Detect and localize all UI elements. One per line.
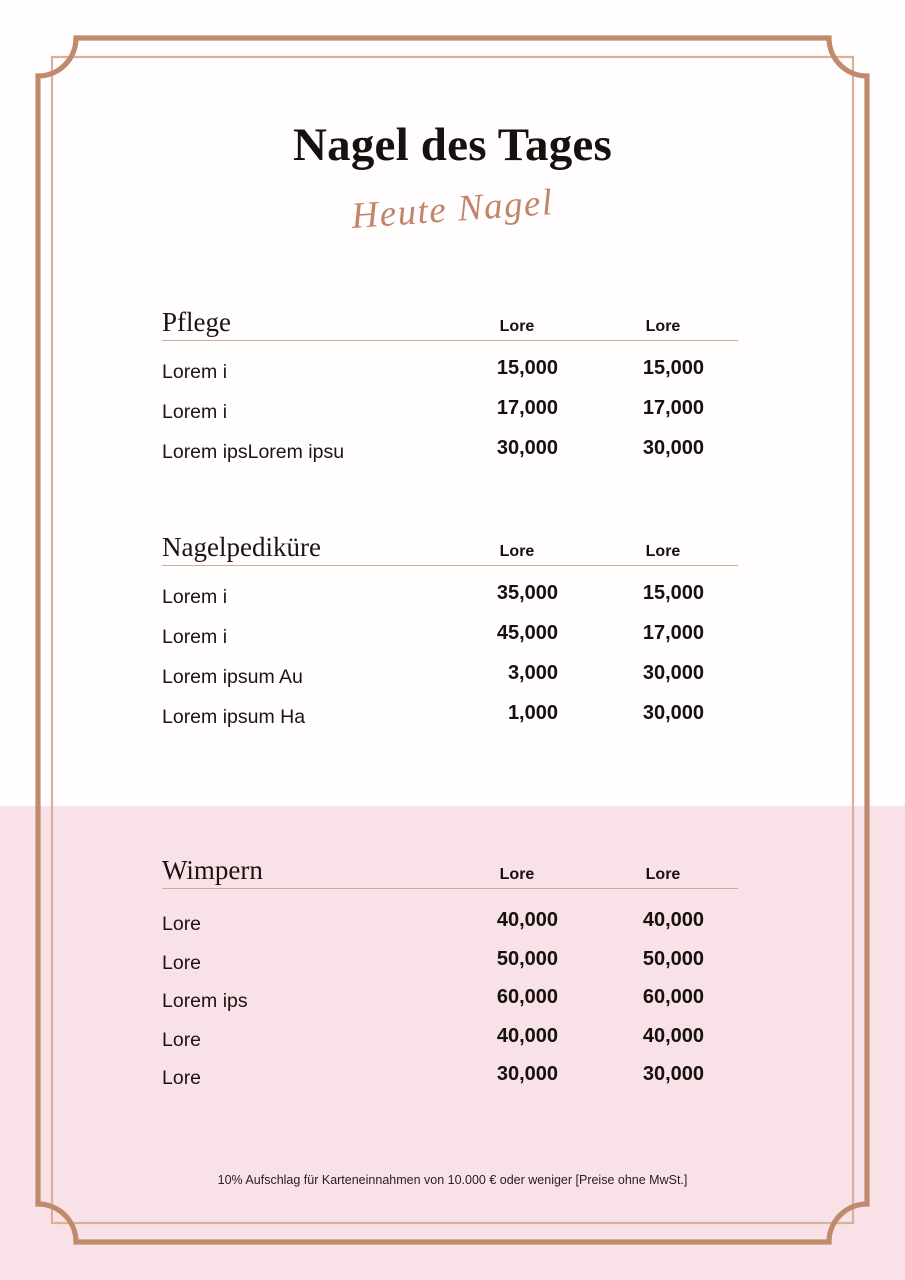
item-price-2: 30,000 [642, 702, 704, 724]
item-name: Lorem ipsum Au [162, 666, 303, 688]
item-price-2: 17,000 [642, 397, 704, 419]
item-price-1: 50,000 [496, 947, 558, 970]
item-price-1: 40,000 [496, 909, 558, 931]
item-price-1: 60,000 [496, 986, 558, 1008]
table-row [162, 620, 738, 660]
table-row [162, 580, 738, 620]
section-pflege [162, 296, 738, 475]
table-row [162, 1061, 738, 1100]
item-price-1: 30,000 [496, 1063, 558, 1085]
item-name: Lorem i [162, 626, 228, 648]
item-price-1: 17,000 [496, 397, 558, 419]
item-price-2: 15,000 [642, 582, 704, 604]
item-name: Lore [162, 1067, 202, 1089]
column-header-1: Lore [499, 866, 535, 883]
table-row [162, 660, 738, 700]
item-price-2: 40,000 [642, 1024, 704, 1047]
item-name: Lore [162, 913, 202, 935]
section-title: Wimpern [162, 855, 263, 885]
item-price-2: 17,000 [642, 622, 704, 644]
section-title: Pflege [162, 307, 231, 337]
item-price-1: 40,000 [496, 1024, 558, 1047]
item-price-2: 40,000 [642, 909, 704, 931]
item-name: Lorem i [162, 586, 228, 608]
section-nagelpedikuere [162, 521, 738, 740]
item-price-1: 30,000 [496, 437, 558, 459]
item-price-1: 3,000 [507, 662, 558, 684]
column-header-2: Lore [645, 543, 681, 560]
column-header-1: Lore [499, 543, 535, 560]
item-name: Lorem i [162, 361, 228, 383]
column-header-1: Lore [499, 318, 535, 335]
item-name: Lorem ipsum Ha [162, 706, 306, 728]
table-row [162, 395, 738, 435]
price-rows [162, 907, 738, 1100]
section-divider [162, 565, 738, 566]
item-name: Lorem i [162, 401, 228, 423]
price-rows [162, 580, 738, 740]
item-price-2: 30,000 [642, 437, 704, 459]
section-header [162, 521, 738, 565]
column-header-2: Lore [645, 866, 681, 883]
price-rows [162, 355, 738, 475]
item-price-1: 15,000 [496, 357, 558, 379]
item-price-2: 30,000 [642, 662, 704, 684]
table-row [162, 700, 738, 740]
section-title: Nagelpediküre [162, 532, 321, 562]
column-header-2: Lore [645, 318, 681, 335]
section-divider [162, 340, 738, 341]
item-price-2: 15,000 [642, 357, 704, 379]
item-name: Lorem ipsLorem ipsu [162, 441, 345, 463]
page-subtitle: Heute Nagel [350, 181, 555, 238]
table-row [162, 907, 738, 946]
section-header [162, 844, 738, 888]
item-price-1: 1,000 [507, 702, 558, 724]
item-price-2: 50,000 [642, 947, 704, 970]
footer-note: 10% Aufschlag für Karteneinnahmen von 10.000 € oder weniger [Preise ohne MwSt.] [217, 1173, 688, 1187]
item-price-1: 35,000 [496, 582, 558, 604]
item-name: Lore [162, 951, 202, 974]
item-price-2: 60,000 [642, 986, 704, 1008]
item-price-1: 45,000 [496, 622, 558, 644]
item-price-2: 30,000 [642, 1063, 704, 1085]
item-name: Lorem ips [162, 990, 248, 1012]
section-header [162, 296, 738, 340]
section-wimpern [162, 844, 738, 1100]
table-row [162, 1023, 738, 1062]
table-row [162, 984, 738, 1023]
item-name: Lore [162, 1028, 202, 1051]
table-row [162, 946, 738, 985]
page-title: Nagel des Tages [293, 119, 612, 171]
table-row [162, 355, 738, 395]
table-row [162, 435, 738, 475]
section-divider [162, 888, 738, 889]
